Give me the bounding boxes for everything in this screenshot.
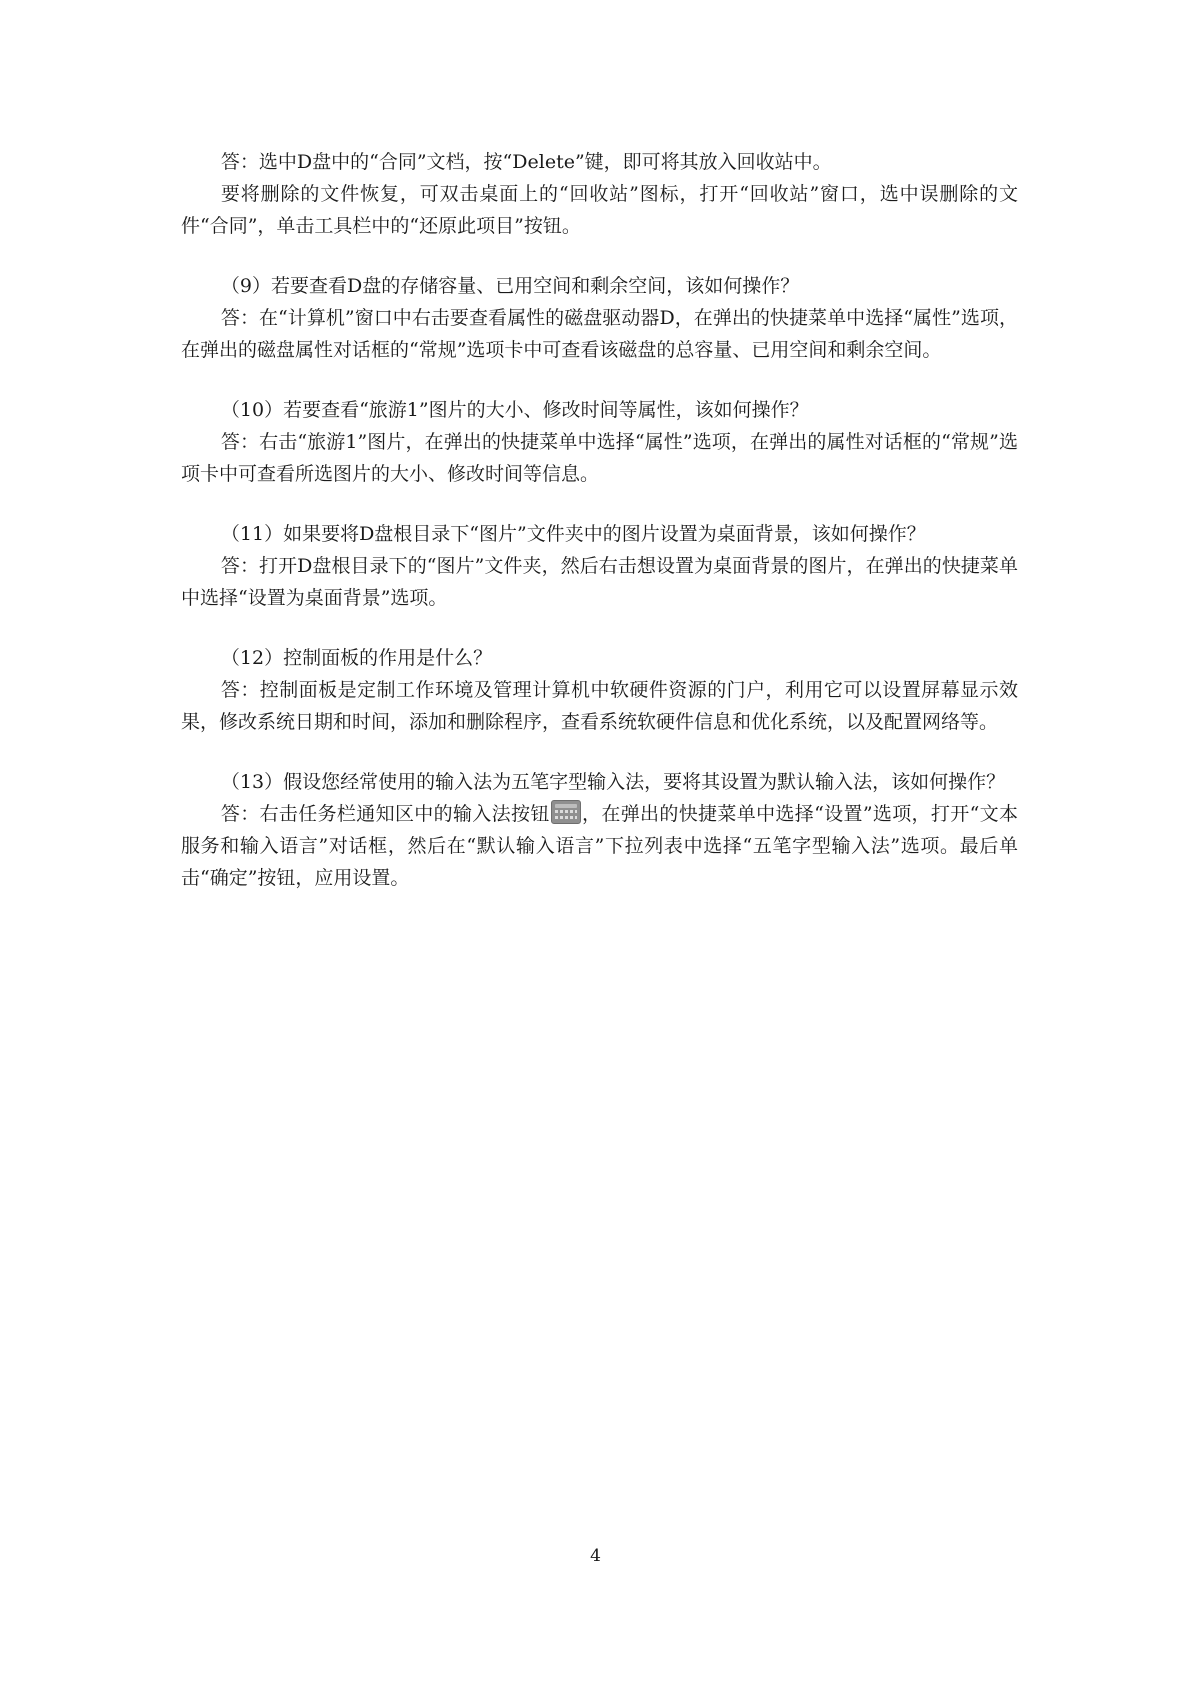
answer-paragraph: 答：选中D盘中的“合同”文档，按“Delete”键，即可将其放入回收站中。 <box>220 151 832 173</box>
answer-paragraph: 答：控制面板是定制工作环境及管理计算机中软硬件资源的门户，利用它可以设置屏幕显示效果，修改系统日期和时间，添加和删除程序，查看系统软硬件信息和优化系统，以及配置网络等。 <box>181 679 1018 733</box>
question-paragraph: （11）如果要将D盘根目录下“图片”文件夹中的图片设置为桌面背景，该如何操作？ <box>220 523 926 545</box>
qa-block-12 <box>181 642 1018 738</box>
answer-paragraph: 要将删除的文件恢复，可双击桌面上的“回收站”图标，打开“回收站”窗口，选中误删除的文件“合同”，单击工具栏中的“还原此项目”按钮。 <box>181 183 1018 237</box>
keyboard-icon <box>551 800 581 824</box>
qa-block-10 <box>181 394 1018 490</box>
answer-text-start: 答：右击任务栏通知区中的输入法按钮 <box>220 803 550 825</box>
answer-text-end: ，在弹出的快捷菜单中选择“设置”选项，打开“文本服务和输入语言”对话框，然后在“默认输入语言”下拉列表中选择“五笔字型输入法”选项。最后单击“确定”按钮，应用设置。 <box>181 803 1018 889</box>
question-paragraph: （13）假设您经常使用的输入法为五笔字型输入法，要将其设置为默认输入法，该如何操作？ <box>220 771 1006 793</box>
qa-block-13 <box>181 766 1018 894</box>
question-paragraph: （10）若要查看“旅游1”图片的大小、修改时间等属性，该如何操作？ <box>220 399 809 421</box>
answer-paragraph: 答：在“计算机”窗口中右击要查看属性的磁盘驱动器D，在弹出的快捷菜单中选择“属性”选项，在弹出的磁盘属性对话框的“常规”选项卡中可查看该磁盘的总容量、已用空间和剩余空间。 <box>181 307 1018 361</box>
qa-block-11 <box>181 518 1018 614</box>
qa-block-9 <box>181 270 1018 366</box>
page-number: 4 <box>590 1546 601 1566</box>
answer-paragraph: 答：打开D盘根目录下的“图片”文件夹，然后右击想设置为桌面背景的图片，在弹出的快捷菜单中选择“设置为桌面背景”选项。 <box>181 555 1018 609</box>
answer-paragraph: 答：右击“旅游1”图片，在弹出的快捷菜单中选择“属性”选项，在弹出的属性对话框的“常规”选项卡中可查看所选图片的大小、修改时间等信息。 <box>181 431 1018 485</box>
answer-block-8 <box>181 146 1018 242</box>
question-paragraph: （9）若要查看D盘的存储容量、已用空间和剩余空间，该如何操作？ <box>220 275 800 297</box>
answer-paragraph <box>181 798 1018 894</box>
question-paragraph: （12）控制面板的作用是什么？ <box>220 647 493 669</box>
document-body <box>181 146 1018 922</box>
